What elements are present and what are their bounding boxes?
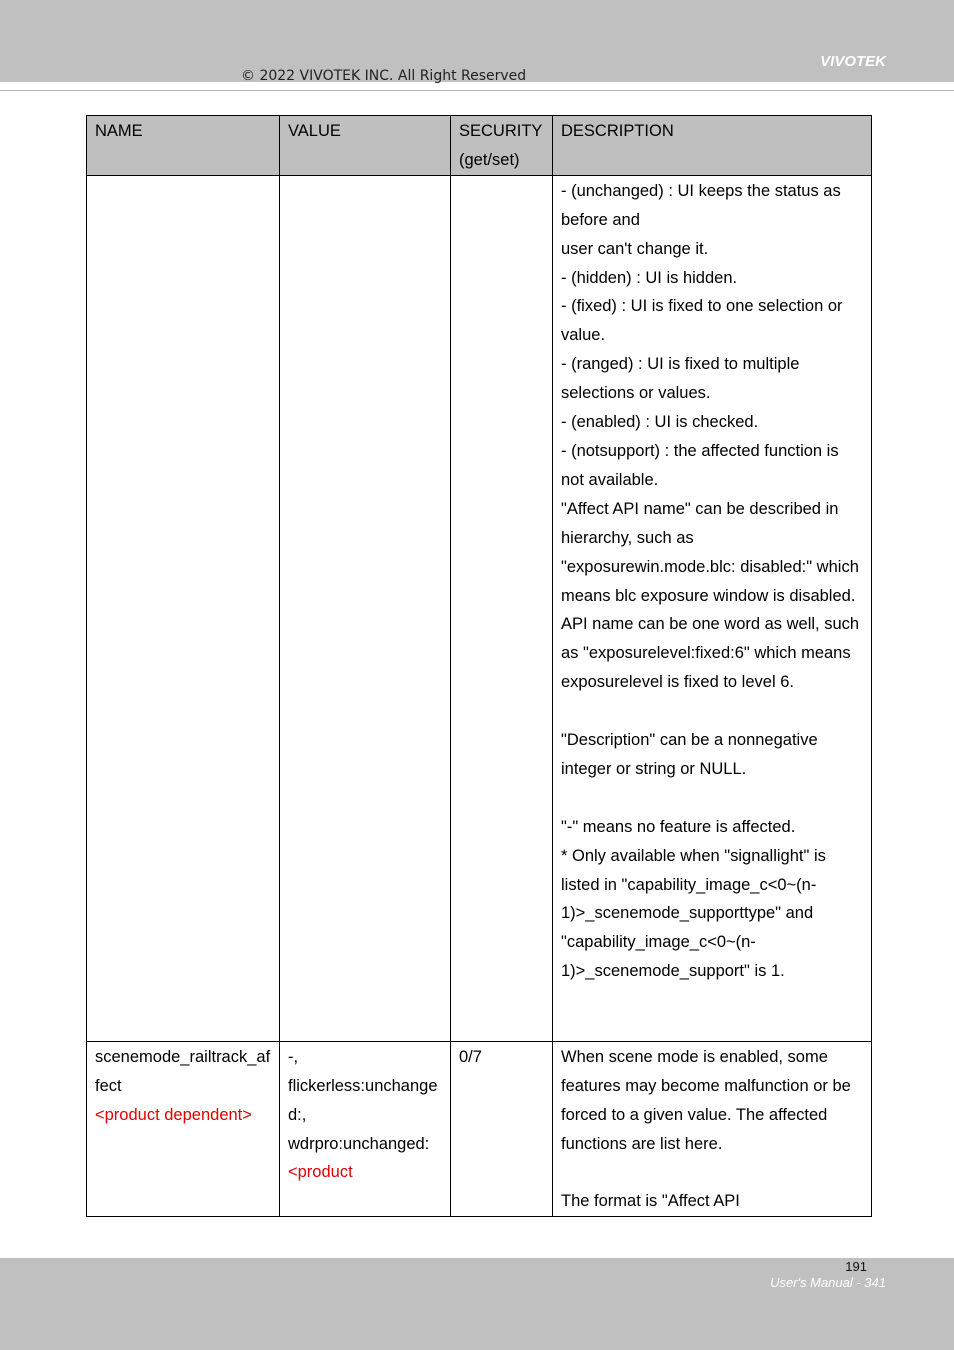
manual-page-label: User's Manual - 341	[770, 1275, 886, 1290]
copyright-text: © 2022 VIVOTEK INC. All Right Reserved	[241, 68, 527, 84]
security-header-line2: (get/set)	[459, 150, 520, 169]
column-header-security	[451, 116, 553, 176]
parameter-table	[86, 115, 872, 1217]
desc-line: user can't change it.	[561, 239, 709, 258]
param-value-note: <product	[288, 1163, 353, 1182]
desc-line: "Description" can be a nonnegative integer or string or NULL.	[561, 731, 818, 778]
param-name-note: <product dependent>	[95, 1105, 252, 1124]
row1-security-cell	[451, 175, 553, 1041]
desc-line: * Only available when "signallight" is listed in "capability_image_c<0~(n-1)>_scenemode_supporttype" and "capability_image_c<0~(n-1)>_scenemode_support" is 1.	[561, 846, 826, 981]
desc-line: - (enabled) : UI is checked.	[561, 413, 759, 432]
row2-name-cell	[87, 1041, 280, 1216]
desc-line: "Affect API name" can be described in hierarchy, such as "exposurewin.mode.blc: disabled:" which means blc exposure window is disabled. API name can be one word as well, such as "exposurelevel:fixed:6" which means exposurelevel is fixed to level 6.	[561, 499, 860, 692]
param-value: -, flickerless:unchanged:, wdrpro:unchanged:	[288, 1047, 438, 1153]
footer-band	[0, 1258, 954, 1350]
desc-line: - (unchanged) : UI keeps the status as before and	[561, 181, 841, 229]
column-header-name: NAME	[87, 116, 280, 176]
table-row	[87, 1041, 872, 1216]
table-header-row	[87, 116, 872, 176]
header-divider	[0, 90, 954, 91]
desc-blank	[561, 784, 863, 813]
column-header-value: VALUE	[280, 116, 451, 176]
row2-security-cell: 0/7	[451, 1041, 553, 1216]
row2-value-cell	[280, 1041, 451, 1216]
security-header-line1: SECURITY	[459, 122, 543, 140]
desc-line: - (hidden) : UI is hidden.	[561, 268, 738, 287]
desc-line: The format is "Affect API	[561, 1192, 740, 1211]
desc-blank	[561, 1158, 863, 1187]
desc-line: "-" means no feature is affected.	[561, 817, 796, 836]
row1-name-cell	[87, 175, 280, 1041]
desc-line: When scene mode is enabled, some features may become malfunction or be forced to a given value. The affected functions are list here.	[561, 1047, 851, 1153]
row1-value-cell	[280, 175, 451, 1041]
desc-line: - (ranged) : UI is fixed to multiple selections or values.	[561, 355, 800, 403]
brand-logo: VIVOTEK	[820, 53, 886, 70]
desc-blank	[561, 697, 863, 726]
row2-description-cell	[553, 1041, 872, 1216]
row1-description-cell	[553, 175, 872, 1041]
column-header-description: DESCRIPTION	[553, 116, 872, 176]
desc-line: - (fixed) : UI is fixed to one selection or value.	[561, 297, 843, 345]
table-row	[87, 175, 872, 1041]
desc-line: - (notsupport) : the affected function is not available.	[561, 441, 839, 489]
param-name: scenemode_railtrack_affect	[95, 1047, 271, 1095]
page-number: 191	[845, 1259, 867, 1274]
